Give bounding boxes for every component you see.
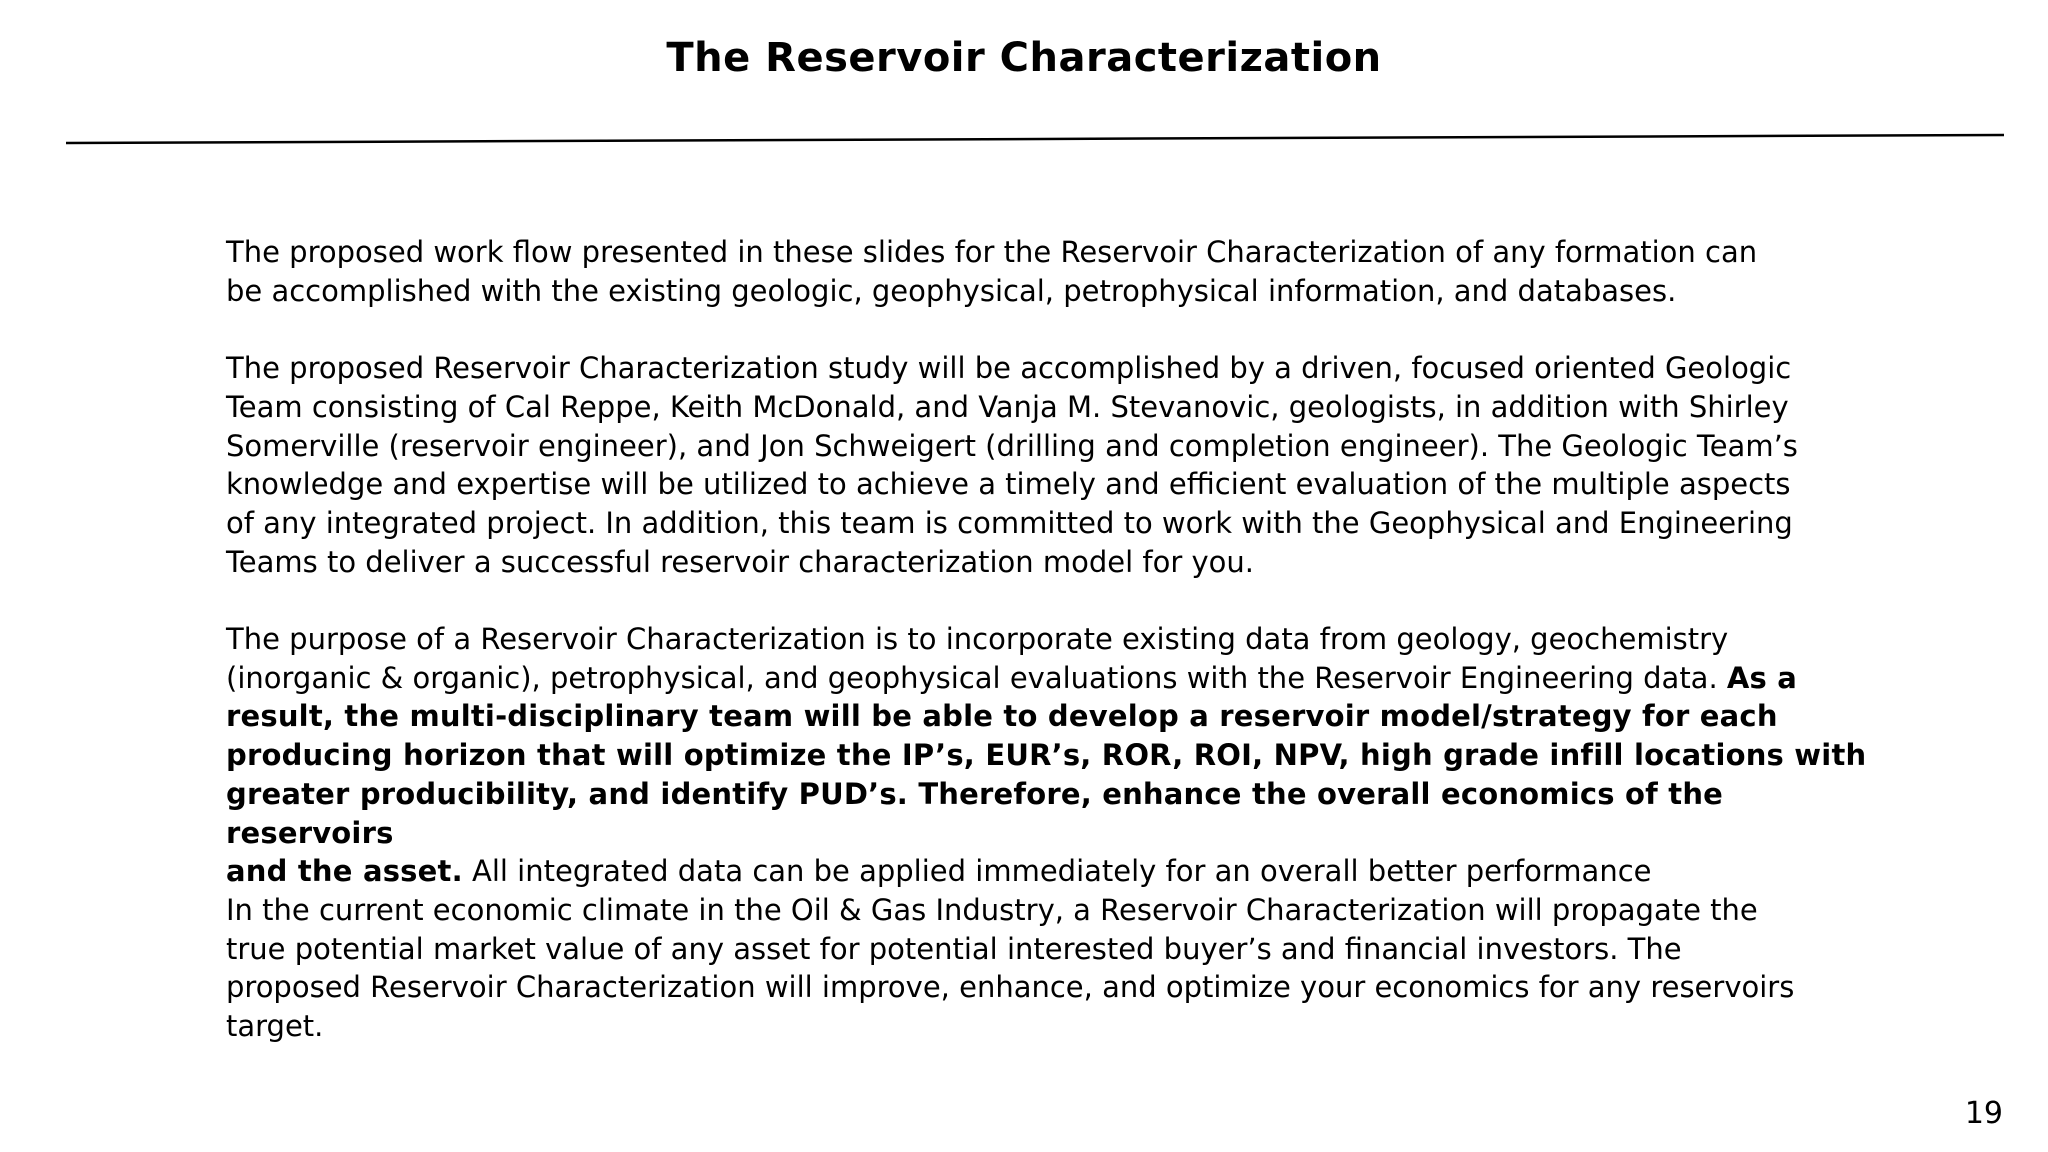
text-line: target. (226, 1009, 324, 1044)
title-divider-line (66, 132, 2004, 146)
page-number: 19 (1964, 1096, 2003, 1131)
paragraph-purpose (226, 620, 1876, 891)
text-line: The proposed work flow presented in these slides for the Reservoir Characterization of any formation can (226, 235, 1758, 269)
paragraph-spacer (226, 310, 1876, 349)
text-line: Teams to deliver a successful reservoir characterization model for you. (226, 544, 1255, 579)
text-line: knowledge and expertise will be utilized to achieve a timely and efficient evaluation of the multiple aspects (226, 467, 1791, 502)
bold-text: As a (1726, 660, 1798, 695)
paragraph-team (226, 349, 1876, 581)
text-line: be accomplished with the existing geologic, geophysical, petrophysical information, and databases. (226, 273, 1677, 308)
paragraph-workflow (226, 233, 1876, 310)
text-line: Team consisting of Cal Reppe, Keith McDonald, and Vanja M. Stevanovic, geologists, in addition with Shirley (226, 389, 1789, 424)
slide-title: The Reservoir Characterization (666, 35, 1382, 81)
text-line: In the current economic climate in the Oil & Gas Industry, a Reservoir Characterization will propagate the (226, 892, 1758, 927)
text-line: Somerville (reservoir engineer), and Jon Schweigert (drilling and completion engineer). The Geologic Team’s (226, 428, 1798, 463)
paragraph-spacer (226, 581, 1876, 620)
text-line: The proposed Reservoir Characterization study will be accomplished by a driven, focused oriented Geologic (226, 351, 1792, 386)
text-line: proposed Reservoir Characterization will improve, enhance, and optimize your economics for any reservoirs (226, 970, 1795, 1005)
text-line: All integrated data can be applied immediately for an overall better performance (462, 854, 1652, 889)
text-line: The purpose of a Reservoir Characterization is to incorporate existing data from geology, geochemistry (226, 622, 1729, 656)
slide-body (226, 233, 1876, 1046)
text-line: true potential market value of any asset for potential interested buyer’s and financial investors. The (226, 931, 1682, 966)
paragraph-economic-climate (226, 891, 1876, 1046)
bold-text-line: producing horizon that will optimize the IP’s, EUR’s, ROR, ROI, NPV, high grade infill locations with (226, 738, 1867, 773)
bold-text: and the asset. (226, 854, 463, 889)
text-line: of any integrated project. In addition, this team is committed to work with the Geophysical and Engineering (226, 505, 1793, 540)
bold-text-line: result, the multi-disciplinary team will be able to develop a reservoir model/strategy for each (226, 699, 1778, 734)
text-line: (inorganic & organic), petrophysical, and geophysical evaluations with the Reservoir Engineering data. (226, 660, 1727, 695)
bold-text-line: greater producibility, and identify PUD’s. Therefore, enhance the overall economics of the reservoirs (226, 776, 1724, 850)
